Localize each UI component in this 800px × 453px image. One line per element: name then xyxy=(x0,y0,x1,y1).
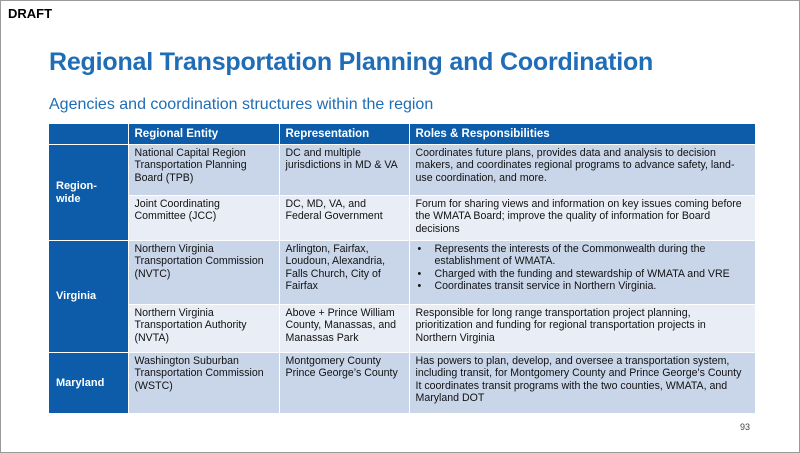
slide-subtitle: Agencies and coordination structures within the region xyxy=(49,96,434,113)
representation-cell: Arlington, Fairfax, Loudoun, Alexandria, Falls Church, City of Fairfax xyxy=(279,241,409,305)
entity-cell: Joint Coordinating Committee (JCC) xyxy=(128,196,279,241)
roles-cell: Responsible for long range transportation project planning, prioritization and funding for regional transportation projects in Northern Virginia xyxy=(409,305,755,353)
region-cell-maryland: Maryland xyxy=(49,353,128,414)
roles-cell: Coordinates future plans, provides data and analysis to decision makers, and coordinates regional programs to advance safety, land-use coordination, and more. xyxy=(409,145,755,196)
roles-bullet-list xyxy=(416,243,749,293)
representation-cell: Montgomery County Prince George’s County xyxy=(279,353,409,414)
representation-cell: DC, MD, VA, and Federal Government xyxy=(279,196,409,241)
page-number: 93 xyxy=(740,422,751,432)
roles-cell xyxy=(409,241,755,305)
roles-bullet-item: • Charged with the funding and stewardship of WMATA and VRE xyxy=(416,268,749,280)
header-roles-responsibilities: Roles & Responsibilities xyxy=(409,124,755,145)
entity-cell: National Capital Region Transportation Planning Board (TPB) xyxy=(128,145,279,196)
region-cell-virginia: Virginia xyxy=(49,241,128,353)
agency-table xyxy=(49,124,756,414)
roles-cell: Has powers to plan, develop, and oversee a transportation system, including transit, for Montgomery County and Prince George's County It coordinates transit programs with the two counties, WMATA, and Maryland DOT xyxy=(409,353,755,414)
table-header-row xyxy=(49,124,755,145)
header-corner-cell xyxy=(49,124,128,145)
representation-cell: DC and multiple jurisdictions in MD & VA xyxy=(279,145,409,196)
representation-cell: Above + Prince William County, Manassas, and Manassas Park xyxy=(279,305,409,353)
entity-cell: Northern Virginia Transportation Authority (NVTA) xyxy=(128,305,279,353)
header-representation: Representation xyxy=(279,124,409,145)
table-row xyxy=(49,353,755,414)
draft-label: DRAFT xyxy=(8,6,53,21)
table-row xyxy=(49,196,755,241)
table-row xyxy=(49,305,755,353)
entity-cell: Northern Virginia Transportation Commission (NVTC) xyxy=(128,241,279,305)
table-row xyxy=(49,145,755,196)
table-row xyxy=(49,241,755,305)
entity-cell: Washington Suburban Transportation Commission (WSTC) xyxy=(128,353,279,414)
roles-bullet-item: • Represents the interests of the Commonwealth during the establishment of WMATA. xyxy=(416,243,749,268)
roles-cell: Forum for sharing views and information on key issues coming before the WMATA Board; improve the quality of information for Board decisions xyxy=(409,196,755,241)
roles-bullet-item: • Coordinates transit service in Northern Virginia. xyxy=(416,280,749,292)
region-cell-region-wide: Region- wide xyxy=(49,145,128,241)
slide-title: Regional Transportation Planning and Coordination xyxy=(49,48,654,76)
header-regional-entity: Regional Entity xyxy=(128,124,279,145)
